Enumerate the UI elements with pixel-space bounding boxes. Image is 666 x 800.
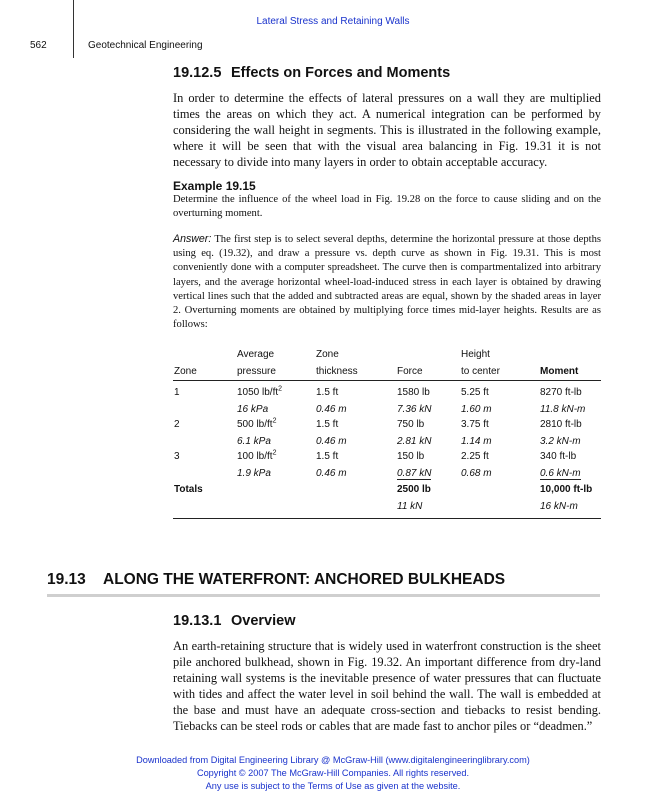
superscript: 2	[272, 417, 277, 425]
row-3-height-si: 0.68 m	[461, 468, 492, 479]
example-answer	[173, 232, 601, 332]
section-number: 19.12.5	[173, 65, 222, 81]
row-3-moment-si: 0.6 kN-m	[540, 468, 581, 479]
row-2-thickness-si: 0.46 m	[316, 436, 347, 447]
table-header-rule	[173, 380, 601, 381]
header-zone-top: Zone	[316, 349, 339, 360]
header-moment: Moment	[540, 366, 579, 377]
section-heading-19-12-5	[173, 65, 450, 81]
row-1-pressure-si: 16 kPa	[237, 404, 269, 415]
row-2-thickness-us: 1.5 ft	[316, 419, 339, 430]
section-number: 19.13.1	[173, 613, 222, 629]
totals-moment-us: 10,000 ft-lb	[540, 484, 593, 495]
row-3-zone: 3	[174, 451, 180, 462]
footer-download-line: Downloaded from Digital Engineering Library @ McGraw-Hill (www.digitalengineeringlibrary.com)	[136, 755, 530, 765]
book-title: Geotechnical Engineering	[88, 40, 203, 51]
row-2-zone: 2	[174, 419, 180, 430]
row-3-thickness-us: 1.5 ft	[316, 451, 339, 462]
row-2-moment-us: 2810 ft-lb	[540, 419, 582, 430]
totals-force-si: 11 kN	[397, 501, 423, 512]
page-number: 562	[30, 40, 47, 51]
totals-label: Totals	[174, 484, 203, 495]
example-heading: Example 19.15	[173, 179, 256, 193]
row-1-pressure-value: 1050 lb/ft	[237, 387, 279, 398]
superscript: 2	[278, 385, 283, 393]
superscript: 2	[272, 449, 277, 457]
overview-paragraph: An earth-retaining structure that is widely used in waterfront construction is the sheet pile anchored bulkhead, shown in Fig. 19.32. An important difference from dry-land retaining wall systems is the inevitable presence of water pressures that can fluctuate with tides and affect the water level in soil behind the wall. The wall is embedded at the base and must have an adequate cross-section and tiebacks to resist bending. Tiebacks can be steel rods or cables that are made fast to anchor piles or “deadmen.”	[173, 639, 601, 733]
section-heading-19-13	[47, 571, 505, 589]
row-3-pressure-us	[237, 451, 277, 462]
row-1-zone: 1	[174, 387, 180, 398]
row-2-pressure-us	[237, 419, 277, 430]
header-zone: Zone	[174, 366, 197, 377]
row-1-force-si: 7.36 kN	[397, 404, 432, 415]
row-1-pressure-us	[237, 387, 282, 398]
row-2-height-si: 1.14 m	[461, 436, 492, 447]
example-problem: Determine the influence of the wheel load in Fig. 19.28 on the force to cause sliding and on the overturning moment.	[173, 194, 601, 220]
row-2-pressure-si: 6.1 kPa	[237, 436, 271, 447]
section-title: Effects on Forces and Moments	[231, 65, 451, 81]
running-title: Lateral Stress and Retaining Walls	[256, 16, 410, 27]
row-3-height-us: 2.25 ft	[461, 451, 489, 462]
row-1-moment-us: 8270 ft-lb	[540, 387, 582, 398]
row-3-pressure-si: 1.9 kPa	[237, 468, 271, 479]
answer-label: Answer:	[173, 233, 212, 245]
header-thickness: thickness	[316, 366, 358, 377]
section-number: 19.13	[47, 571, 86, 588]
footer-terms: Any use is subject to the Terms of Use as given at the website.	[205, 781, 461, 791]
header-pressure: pressure	[237, 366, 276, 377]
totals-moment-si: 16 kN-m	[540, 501, 578, 512]
row-1-height-si: 1.60 m	[461, 404, 492, 415]
row-1-thickness-us: 1.5 ft	[316, 387, 339, 398]
row-2-moment-si: 3.2 kN-m	[540, 436, 581, 447]
row-3-thickness-si: 0.46 m	[316, 468, 347, 479]
row-1-height-us: 5.25 ft	[461, 387, 489, 398]
header-divider	[73, 0, 74, 58]
section-title: ALONG THE WATERFRONT: ANCHORED BULKHEADS	[103, 571, 506, 588]
row-2-height-us: 3.75 ft	[461, 419, 489, 430]
totals-force-us: 2500 lb	[397, 484, 431, 495]
row-2-pressure-value: 500 lb/ft	[237, 419, 273, 430]
row-1-force-us: 1580 lb	[397, 387, 430, 398]
row-1-moment-si: 11.8 kN-m	[540, 404, 586, 415]
row-3-moment-us: 340 ft-lb	[540, 451, 577, 462]
row-1-thickness-si: 0.46 m	[316, 404, 347, 415]
row-2-force-us: 750 lb	[397, 419, 425, 430]
header-average: Average	[237, 349, 275, 360]
header-force: Force	[397, 366, 423, 377]
table-bottom-rule	[173, 518, 601, 519]
header-to-center: to center	[461, 366, 500, 377]
footer-copyright: Copyright © 2007 The McGraw-Hill Companies. All rights reserved.	[196, 768, 470, 778]
answer-text: The first step is to select several depths, determine the horizontal pressure at those depths using eq. (19.32), and draw a pressure vs. depth curve as shown in Fig. 19.31. This is most conveniently done with a computer spreadsheet. The curve then is compartmentalized into arbitrary layers, and the average horizontal wheel-load-induced stress in each layer is obtained by drawing vertical lines such that the added and subtracted areas are equal, shown by the shaded areas in layer 2. Overturning moments are obtained by multiplying force times mid-layer heights. Results are as follows:	[173, 234, 601, 331]
row-3-force-si: 0.87 kN	[397, 468, 432, 479]
section-heading-19-13-1	[173, 613, 296, 629]
row-3-force-us: 150 lb	[397, 451, 425, 462]
row-2-force-si: 2.81 kN	[397, 436, 432, 447]
section-title: Overview	[231, 613, 296, 629]
header-height: Height	[461, 349, 490, 360]
section-paragraph: In order to determine the effects of lateral pressures on a wall they are multiplied times the areas on which they act. A numerical integration can be performed by considering the wall height in segments. This is illustrated in the following example, where it will be seen that with the visual area balancing in Fig. 19.31 it is not necessary to divide into many layers in order to obtain acceptable accuracy.	[173, 91, 601, 169]
section-rule	[47, 594, 600, 597]
row-3-pressure-value: 100 lb/ft	[237, 451, 273, 462]
